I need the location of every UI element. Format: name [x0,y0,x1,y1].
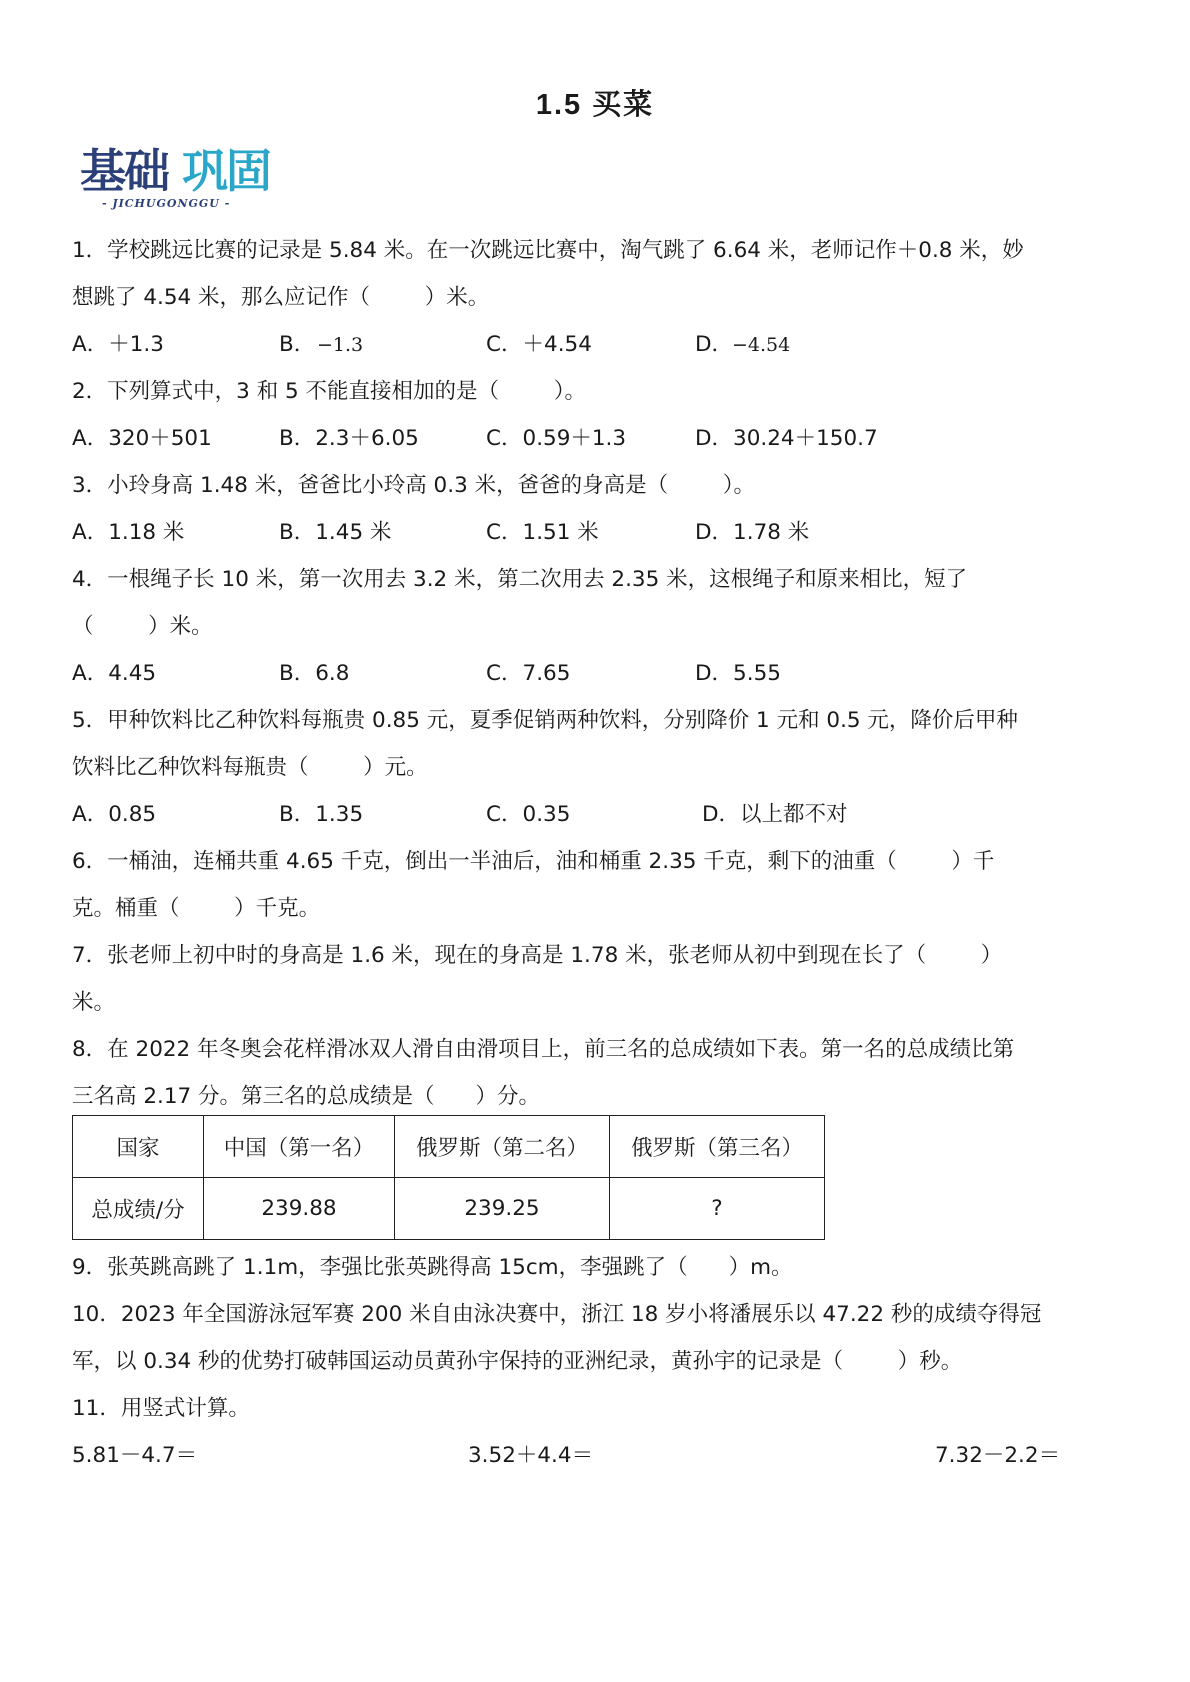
option-a: A．0.85 [72,802,157,827]
question-2-line-1: 2．下列算式中，3 和 5 不能直接相加的是（ ）。 [72,379,586,404]
option-b: B．2.3＋6.05 [279,426,419,451]
option-c: C．0.59＋1.3 [486,426,627,451]
question-5-line-1: 5．甲种饮料比乙种饮料每瓶贵 0.85 元，夏季促销两种饮料，分别降价 1 元和 0.5 元，降价后甲种 [72,708,1018,733]
question-6-line-1: 6．一桶油，连桶共重 4.65 千克，倒出一半油后，油和桶重 2.35 千克，剩下的油重（ ）千 [72,849,995,874]
logo-text-accent: 巩固 [182,144,270,198]
option-d: D．5.55 [695,661,781,686]
question-5-options [72,801,1072,829]
table-cell: 239.25 [395,1178,610,1240]
table-cell: 总成绩/分 [73,1178,204,1240]
option-b-label: B． [279,332,316,357]
table-row [73,1178,825,1240]
option-b-value: −1.3 [317,334,364,356]
table-header-cell: 俄罗斯（第三名） [610,1116,825,1178]
question-7-line-1: 7．张老师上初中时的身高是 1.6 米，现在的身高是 1.78 米，张老师从初中到现在长了（ ） [72,943,1003,968]
calc-problem-3: 7.32－2.2＝ [935,1443,1061,1468]
option-c: C．1.51 米 [486,520,599,545]
section-logo [80,143,290,213]
question-2-options [72,425,1072,453]
question-8-line-1: 8．在 2022 年冬奥会花样滑冰双人滑自由滑项目上，前三名的总成绩如下表。第一名的总成绩比第 [72,1037,1015,1062]
option-a: A．4.45 [72,661,157,686]
question-4-line-1: 4．一根绳子长 10 米，第一次用去 3.2 米，第二次用去 2.35 米，这根绳子和原来相比，短了 [72,567,968,592]
question-6-line-2: 克。桶重（ ）千克。 [72,896,321,921]
question-10-line-1: 10．2023 年全国游泳冠军赛 200 米自由泳决赛中，浙江 18 岁小将潘展乐以 47.22 秒的成绩夺得冠 [72,1302,1042,1327]
calc-problem-2: 3.52＋4.4＝ [468,1443,594,1468]
question-9-line-1: 9．张英跳高跳了 1.1m，李强比张英跳得高 15cm，李强跳了（ ）m。 [72,1255,793,1280]
option-c: C．0.35 [486,802,571,827]
option-a: A．＋1.3 [72,332,164,357]
option-a: A．1.18 米 [72,520,185,545]
question-1-line-1: 1．学校跳远比赛的记录是 5.84 米。在一次跳远比赛中，淘气跳了 6.64 米，老师记作＋0.8 米，妙 [72,238,1024,263]
option-c: C．＋4.54 [486,332,592,357]
question-7-line-2: 米。 [72,990,116,1015]
question-3-options [72,519,1072,547]
table-header-cell: 中国（第一名） [204,1116,395,1178]
table-header-row [73,1116,825,1178]
question-10-line-2: 军，以 0.34 秒的优势打破韩国运动员黄孙宇保持的亚洲纪录，黄孙宇的记录是（ ）秒。 [72,1349,963,1374]
logo-subtitle: - JICHUGONGGU - [102,197,231,210]
question-1-line-2: 想跳了 4.54 米，那么应记作（ ）米。 [72,285,490,310]
score-table [72,1115,825,1240]
option-d-label: D． [695,332,734,357]
question-4-line-2: （ ）米。 [72,614,213,639]
table-header-cell: 国家 [73,1116,204,1178]
page-title: 1.5 买菜 [535,89,655,121]
logo-text-primary: 基础 [80,144,168,198]
question-4-options [72,660,1072,688]
option-d: D．以上都不对 [702,802,848,827]
option-d: D．30.24＋150.7 [695,426,878,451]
table-cell: ? [610,1178,825,1240]
question-5-line-2: 饮料比乙种饮料每瓶贵（ ）元。 [72,755,428,780]
option-b: B．1.45 米 [279,520,392,545]
option-a: A．320＋501 [72,426,212,451]
table-header-cell: 俄罗斯（第二名） [395,1116,610,1178]
question-1-options [72,331,1072,359]
table-cell: 239.88 [204,1178,395,1240]
question-11-line-1: 11．用竖式计算。 [72,1396,250,1421]
question-8-line-2: 三名高 2.17 分。第三名的总成绩是（ ）分。 [72,1084,541,1109]
option-d-value: −4.54 [732,334,791,356]
question-3-line-1: 3．小玲身高 1.48 米，爸爸比小玲高 0.3 米，爸爸的身高是（ ）。 [72,473,756,498]
option-b: B．6.8 [279,661,350,686]
option-d: D．1.78 米 [695,520,810,545]
option-c: C．7.65 [486,661,571,686]
calc-problem-1: 5.81－4.7＝ [72,1443,198,1468]
option-b: B．1.35 [279,802,364,827]
